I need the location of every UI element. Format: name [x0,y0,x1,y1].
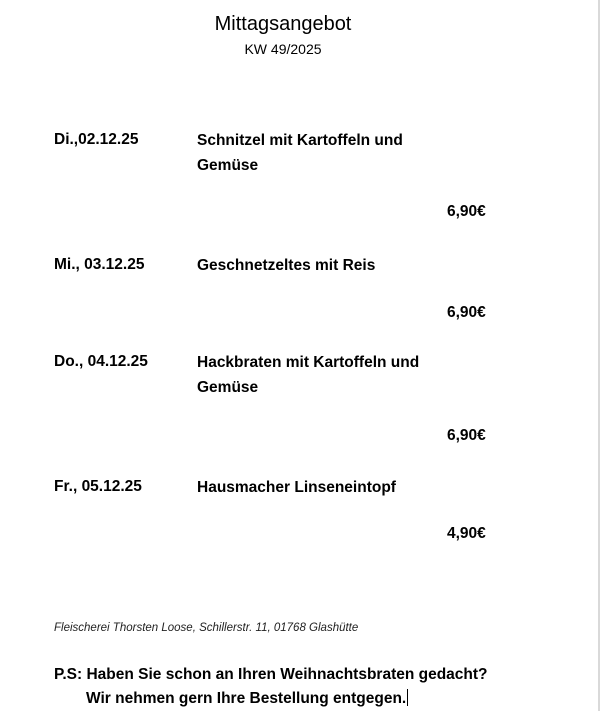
menu-price-friday: 4,90€ [447,525,486,542]
postscript-line-1: P.S: Haben Sie schon an Ihren Weihnachtsbraten gedacht? [54,666,488,683]
menu-price-thursday: 6,90€ [447,427,486,444]
menu-dish-friday: Hausmacher Linseneintopf [197,479,396,496]
menu-price-wednesday: 6,90€ [447,304,486,321]
calendar-week: KW 49/2025 [244,41,322,57]
postscript-line-2-text: Wir nehmen gern Ihre Bestellung entgegen. [86,690,407,707]
menu-dish-thursday: Hackbraten mit Kartoffeln und Gemüse [197,354,420,396]
menu-day-thursday: Do., 04.12.25 [54,353,148,370]
menu-day-wednesday: Mi., 03.12.25 [54,256,145,273]
menu-price-tuesday: 6,90€ [447,203,486,220]
menu-day-tuesday: Di.,02.12.25 [54,131,139,148]
postscript-line-2[interactable] [86,689,408,708]
page-title: Mittagsangebot [214,13,352,35]
butcher-address: Fleischerei Thorsten Loose, Schillerstr. 11, 01768 Glashütte [54,622,359,634]
menu-day-friday: Fr., 05.12.25 [54,478,142,495]
text-cursor [407,689,408,706]
menu-dish-tuesday: Schnitzel mit Kartoffeln und Gemüse [197,132,403,174]
menu-dish-wednesday: Geschnetzeltes mit Reis [197,257,376,274]
